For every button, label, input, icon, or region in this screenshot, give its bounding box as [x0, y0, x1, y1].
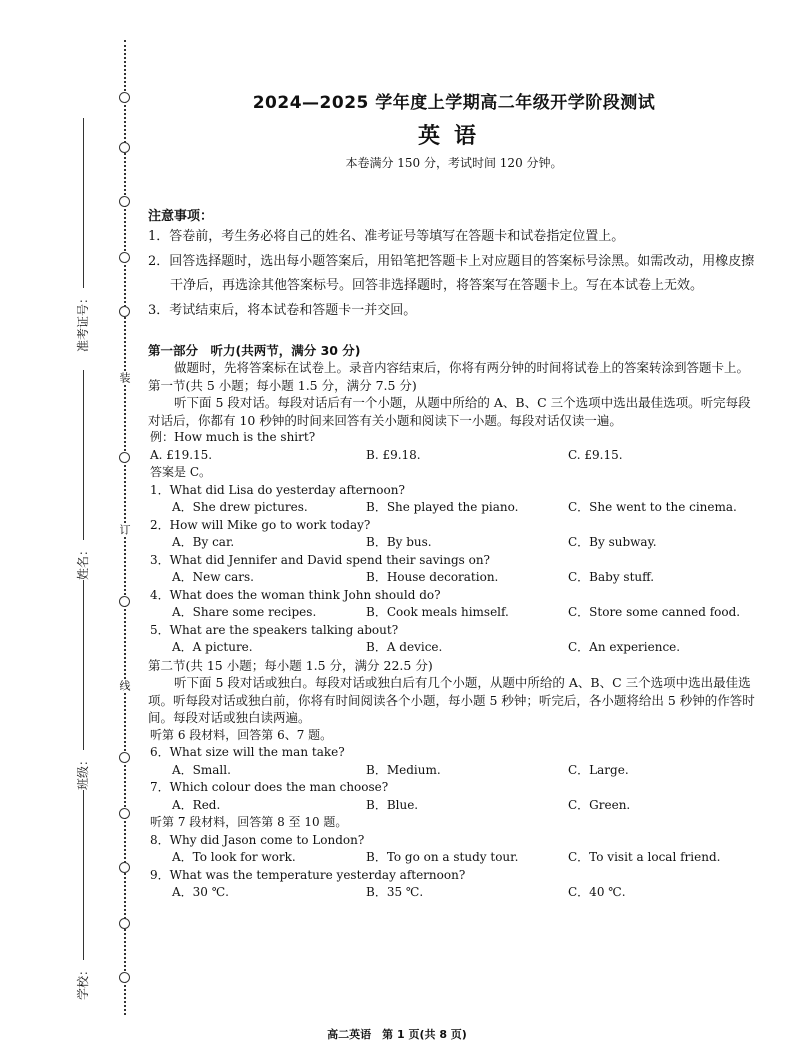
- option-b: B．She played the piano.: [366, 500, 519, 514]
- section2-title: 第二节(共 15 小题；每小题 1.5 分，满分 22.5 分): [148, 657, 433, 673]
- score-info: 本卷满分 150 分，考试时间 120 分钟。: [345, 156, 563, 170]
- cut-word-ding: 订: [118, 524, 131, 535]
- option-a: A．She drew pictures.: [172, 500, 308, 514]
- part1-title: 第一部分 听力(共两节，满分 30 分): [148, 343, 361, 358]
- notice-item: 2．回答选择题时，选出每小题答案后，用铅笔把答题卡上对应题目的答案标号涂黑。如需改动，用橡皮擦干净后，再选涂其他答案标号。回答非选择题时，将答案写在答题卡上。写在本试卷上无效。: [148, 254, 755, 293]
- question-options: [148, 762, 760, 780]
- option-a: A. £19.15.: [150, 447, 213, 462]
- question-options: [148, 639, 760, 657]
- question-5: [148, 622, 760, 657]
- option-a: A．Share some recipes.: [172, 605, 317, 619]
- question-text: 1．What did Lisa do yesterday afternoon?: [150, 482, 405, 497]
- name-field: [74, 370, 91, 580]
- notice-list: [148, 225, 760, 323]
- option-c: C．She went to the cinema.: [568, 500, 737, 514]
- exam-title: 2024—2025 学年度上学期高二年级开学阶段测试: [252, 93, 656, 113]
- question-text: 4．What does the woman think John should do?: [150, 587, 441, 602]
- option-c: C. £9.15.: [568, 447, 623, 462]
- question-text: 6．What size will the man take?: [150, 745, 345, 759]
- part1-intro: 做题时，先将答案标在试卷上。录音内容结束后，你将有两分钟的时间将试卷上的答案转涂到答题卡上。: [174, 360, 750, 375]
- question-7: [148, 779, 760, 814]
- class-field: [74, 580, 91, 790]
- section1-intro: 听下面 5 段对话。每段对话后有一个小题，从题中所给的 A、B、C 三个选项中选出最佳选项。听完每段对话后，你都有 10 秒钟的时间来回答有关小题和阅读下一小题。每段对话仅读一遍。: [148, 395, 751, 428]
- question-options: [148, 849, 760, 867]
- option-a: A．A picture.: [172, 640, 253, 654]
- question-2: [148, 517, 760, 552]
- option-a: A．New cars.: [172, 570, 254, 584]
- binding-hole: [119, 596, 130, 607]
- notice-item: 1．答卷前，考生务必将自己的姓名、准考证号等填写在答题卡和试卷指定位置上。: [148, 229, 625, 244]
- option-a: A．By car.: [172, 535, 235, 549]
- name-label: 姓名：: [76, 543, 90, 580]
- question-text: 3．What did Jennifer and David spend their savings on?: [150, 552, 490, 567]
- binding-hole: [119, 752, 130, 763]
- binding-margin: [0, 0, 140, 1061]
- cut-word-zhuang: 装: [118, 372, 131, 383]
- option-b: B．House decoration.: [366, 570, 499, 584]
- binding-hole: [119, 196, 130, 207]
- exam-page: [148, 88, 760, 902]
- question-options: [148, 604, 760, 622]
- material-7-heading: 听第 7 段材料，回答第 8 至 10 题。: [150, 815, 348, 829]
- option-a: A．Small.: [172, 762, 231, 777]
- question-text: 7．Which colour does the man choose?: [150, 780, 389, 794]
- option-c: C．To visit a local friend.: [568, 850, 721, 864]
- question-options: [148, 499, 760, 517]
- example-answer: 答案是 C。: [150, 465, 211, 479]
- question-4: [148, 587, 760, 622]
- school-label: 学校：: [76, 963, 90, 1000]
- question-text: 9．What was the temperature yesterday afternoon?: [150, 867, 466, 882]
- example-options: [148, 447, 760, 465]
- option-b: B. £9.18.: [366, 447, 421, 462]
- binding-hole: [119, 918, 130, 929]
- example-question: 例：How much is the shirt?: [150, 430, 316, 444]
- question-3: [148, 552, 760, 587]
- question-text: 5．What are the speakers talking about?: [150, 622, 399, 637]
- binding-hole: [119, 306, 130, 317]
- option-b: B．To go on a study tour.: [366, 850, 519, 864]
- option-a: A．To look for work.: [172, 850, 296, 864]
- question-8: [148, 832, 760, 867]
- material-6-heading: 听第 6 段材料，回答第 6、7 题。: [150, 727, 333, 742]
- question-options: [148, 534, 760, 552]
- option-b: B．A device.: [366, 640, 443, 654]
- binding-hole: [119, 972, 130, 983]
- exam-number-label: 准考证号：: [76, 291, 90, 352]
- option-c: C．Store some canned food.: [568, 605, 741, 619]
- option-a: A．30 ℃.: [172, 885, 229, 899]
- exam-number-field: [74, 118, 91, 352]
- option-c: C．By subway.: [568, 535, 657, 549]
- question-9: [148, 867, 760, 902]
- question-text: 2．How will Mike go to work today?: [150, 517, 371, 532]
- question-text: 8．Why did Jason come to London?: [150, 832, 365, 847]
- cut-word-xian: 线: [118, 680, 131, 691]
- option-b: B．Cook meals himself.: [366, 605, 509, 619]
- school-field: [74, 790, 91, 1000]
- question-1: [148, 482, 760, 517]
- binding-hole: [119, 142, 130, 153]
- option-b: B．Blue.: [366, 797, 419, 812]
- option-c: C．40 ℃.: [568, 885, 626, 899]
- section2-intro: 听下面 5 段对话或独白。每段对话或独白后有几个小题，从题中所给的 A、B、C 三个选项中选出最佳选项。听每段对话或独白前，你将有时间阅读各个小题，每小题 5 秒钟；听完后，各小题将给出 5 秒钟的作答时间。每段对话或独白读两遍。: [148, 675, 755, 725]
- notice-title: 注意事项：: [148, 209, 214, 224]
- section1-title: 第一节(共 5 小题；每小题 1.5 分，满分 7.5 分): [148, 377, 417, 393]
- option-c: C．Green.: [568, 797, 631, 812]
- option-b: B．Medium.: [366, 762, 441, 777]
- notice-item: 3．考试结束后，将本试卷和答题卡一并交回。: [148, 303, 417, 318]
- binding-hole: [119, 862, 130, 873]
- option-c: C．An experience.: [568, 640, 681, 654]
- binding-hole: [119, 92, 130, 103]
- binding-hole: [119, 808, 130, 819]
- question-options: [148, 569, 760, 587]
- option-c: C．Baby stuff.: [568, 570, 655, 584]
- question-6: [148, 744, 760, 779]
- option-b: B．35 ℃.: [366, 885, 424, 899]
- binding-hole: [119, 452, 130, 463]
- question-options: [148, 884, 760, 902]
- page-footer: 高二英语 第 1 页(共 8 页): [327, 1028, 467, 1041]
- option-c: C．Large.: [568, 762, 629, 777]
- option-b: B．By bus.: [366, 535, 432, 549]
- binding-hole: [119, 252, 130, 263]
- question-options: [148, 797, 760, 815]
- subject-title: 英语: [417, 124, 490, 149]
- option-a: A．Red.: [172, 797, 221, 812]
- class-label: 班级：: [76, 753, 90, 790]
